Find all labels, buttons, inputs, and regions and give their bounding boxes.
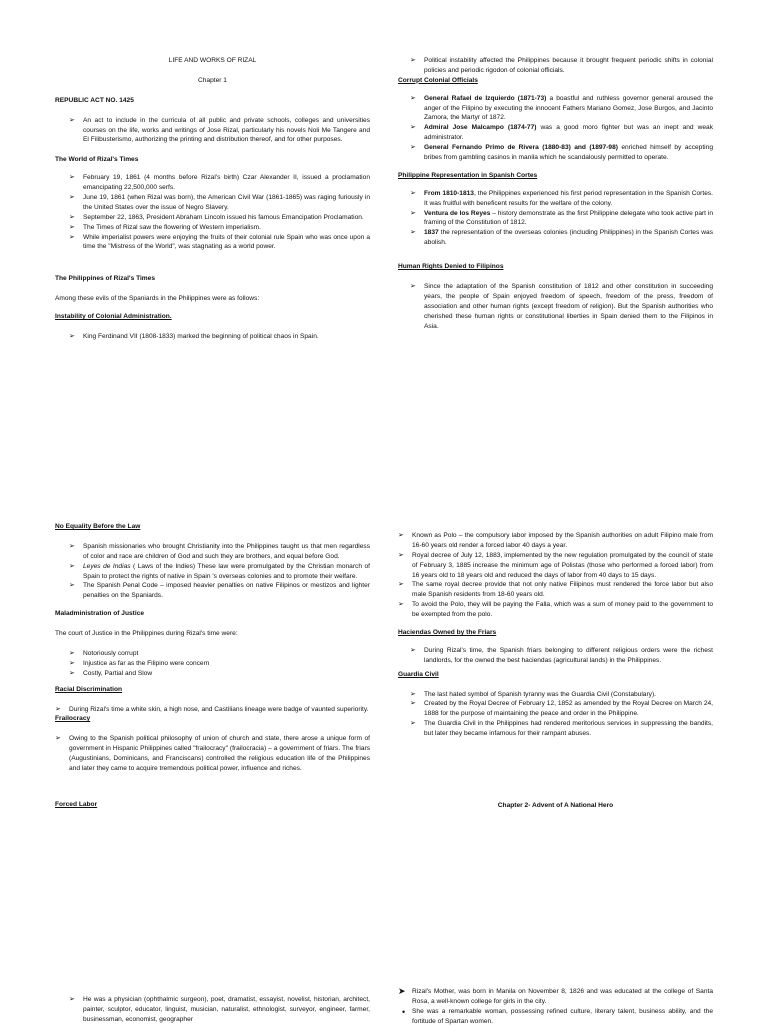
list-item: ➤ Rizal's Mother, was born in Manila on November 8, 1826 and was educated at the college of Santa Rosa, a well-known college for girls in the city. xyxy=(398,987,713,1007)
list-item: ➢ June 19, 1861 (when Rizal was born), the American Civil War (1861-1865) was raging furiously in the United States over the issue of Negro Slavery. xyxy=(69,193,370,213)
list-item: ➢ During Rizal's time, the Spanish friars belonging to different religious orders were the richest landlords, for the owned the best haciendas (agricultural lands) in the Philippines. xyxy=(410,646,713,666)
list-item xyxy=(69,562,370,582)
world-list xyxy=(69,173,370,252)
list-item xyxy=(69,542,370,562)
item-bold: Ventura de los Reyes xyxy=(424,209,491,217)
list-item xyxy=(69,581,370,601)
list-item: ➢ The same royal decree provide that not only native Filipinos must rendered the force labor but also male Spanish residents from 18-60 years old. xyxy=(398,580,713,600)
racial-heading: Racial Discrimination xyxy=(55,685,123,693)
item-bold: General Fernando Primo de Rivera (1880-83) and (1897-98) xyxy=(424,144,618,152)
list-item xyxy=(410,123,713,143)
item-bold: 1837 xyxy=(424,229,439,237)
list-item: ➢ Since the adaptation of the Spanish constitution of 1812 and other constitution in succeeding years, the people of Spain enjoyed freedom of speech, freedom of the press, freedom of association and other human rights (except freedom of religion). But the Spanish authorities who cherished these human rights or constitutional liberties in Spain denied them to the Filipinos in Asia. xyxy=(410,282,713,331)
corrupt-list xyxy=(410,94,713,163)
item-text: ( Laws of the Indies) These law were promulgated by the Christian monarch of Spain to protect the rights of native in Spain 's overseas colonies and to promote their welfare. xyxy=(83,562,370,580)
malad-heading: Maladministration of Justice xyxy=(55,610,145,618)
list-item: ➢ King Ferdinand VII (1808-1833) marked the beginning of political chaos in Spain. xyxy=(69,332,370,342)
haciendas-list xyxy=(410,646,713,666)
list-item: ➢ While imperialist powers were enjoying the fruits of their colonial rule Spain who was once upon a time the "Mistress of the World", was stagnating as a world power. xyxy=(69,233,370,253)
malad-list xyxy=(69,649,370,679)
list-item: • She was a remarkable woman, possessing refined culture, literary talent, business ability, and the fortitude of Spartan women. xyxy=(398,1007,713,1027)
list-item: ➢ The last hated symbol of Spanish tyranny was the Guardia Civil (Constabulary). xyxy=(410,690,713,700)
item-bold: General Rafael de Izquierdo (1871-73) xyxy=(424,94,547,102)
top-left-column xyxy=(55,56,370,342)
polo-list xyxy=(398,531,713,620)
list-item: ➢ Known as Polo – the compulsory labor imposed by the Spanish authorities on adult Filipino male from 16-60 years old render a forced labor 40 days a year. xyxy=(398,531,713,551)
bottom-left-column xyxy=(55,522,370,810)
list-item xyxy=(410,189,713,209)
corrupt-heading: Corrupt Colonial Officials xyxy=(398,76,478,84)
list-item: ➢ Costly, Partial and Slow xyxy=(69,669,370,679)
list-item xyxy=(410,94,713,124)
item-text: the representation of the overseas colonies (including Philippines) in the Spanish Cortes was abolish. xyxy=(424,229,713,247)
chapter2-heading: Chapter 2- Advent of A National Hero xyxy=(497,802,614,810)
lead-list xyxy=(410,56,713,76)
footer-left-list xyxy=(69,995,370,1025)
list-item: ➢ February 19, 1861 (4 months before Rizal's birth) Czar Alexander II, issued a proclamation emancipating 22,500,000 serfs. xyxy=(69,173,370,193)
phil-intro: Among these evils of the Spaniards in the Philippines were as follows: xyxy=(55,295,260,303)
list-item: ➢ Created by the Royal Decree of February 12, 1852 as amended by the Royal Decree on March 24, 1888 for the purpose of maintaining the peace and order in the Philippine. xyxy=(410,699,713,719)
ra-heading: REPUBLIC ACT NO. 1425 xyxy=(55,96,134,104)
footer-right-list xyxy=(398,987,713,1007)
list-item xyxy=(410,143,713,163)
ra-text: ➢ An act to include in the curricula of all public and private schools, colleges and universities courses on the life, works and writings of Jose Rizal, particularly his novels Noli Me Tangere and El Filibusterismo, authorizing the printing and distribution thereof, and for other purposes. xyxy=(69,116,370,146)
list-item xyxy=(410,228,713,248)
item-bold: Admiral Jose Malcampo (1874-77) xyxy=(424,124,537,132)
frail-list xyxy=(55,734,370,774)
world-heading: The World of Rizal's Times xyxy=(55,156,139,164)
footer-right-column xyxy=(398,987,713,1027)
hr-list xyxy=(410,282,713,331)
list-item: ➢ During Rizal's time a white skin, a high nose, and Castilians lineage were badge of vaunted superiority. xyxy=(55,705,370,715)
frail-heading: Frailocracy xyxy=(55,715,91,723)
list-item xyxy=(410,209,713,229)
item-text: – history demonstrate as the first Philippine delegate who took active part in framing of the Constitution of 1812. xyxy=(424,209,713,227)
list-item: ➢ Owing to the Spanish political philosophy of union of church and state, there arose a unique form of government in Hispanic Philippines called "frailocracy" (frailocracia) – a government of friars. The friars (Augustinians, Dominicans, and Franciscans) controlled the religious education life of the Philippines and later they came to acquire tremendous political power, influence and riches. xyxy=(55,734,370,774)
item-text: a boastful and ruthless governor general aroused the anger of the Filipino by executing the innocent Fathers Mariano Gomez, Jose Burgos, and Jacinto Zamora, the Martyr of 1872. xyxy=(424,94,714,122)
list-item: ➢ Notoriously corrupt xyxy=(69,649,370,659)
equality-list xyxy=(69,542,370,601)
phil-heading: The Philippines of Rizal's Times xyxy=(55,275,156,283)
hr-heading: Human Rights Denied to Filipinos xyxy=(398,263,504,271)
malad-intro: The court of Justice in the Philippines during Rizal's time were: xyxy=(55,630,238,638)
item-text: was a good moro fighter but was an inept and weak administrator. xyxy=(424,124,713,142)
racial-list xyxy=(55,705,370,715)
item-bold: From 1810-1813 xyxy=(424,189,474,197)
list-item: ➢ September 22, 1863, President Abraham Lincoln issued his famous Emancipation Proclamation. xyxy=(69,213,370,223)
list-item: ➢ The Guardia Civil in the Philippines had rendered meritorious services in suppressing the bandits, but later they became infamous for their rampant abuses. xyxy=(410,719,713,739)
footer-left-column xyxy=(55,995,370,1025)
rep-list xyxy=(410,189,713,248)
item-text: enriched himself by accepting bribes from gambling casinos in manila which he scandalously permitted to operate. xyxy=(424,144,713,162)
item-text: , the Philippines experienced his first period representation in the Spanish Cortes. It was fruitful with beneficent results for the welfare of the colony. xyxy=(424,189,713,207)
list-item: ➢ To avoid the Polo, they will be paying the Falla, which was a sum of money paid to the government to be exempted from the polo. xyxy=(398,600,713,620)
ra-list xyxy=(69,116,370,146)
guardia-heading: Guardia Civil xyxy=(398,670,439,678)
chapter-heading: Chapter 1 xyxy=(198,76,227,84)
top-right-column xyxy=(398,56,713,331)
equality-heading: No Equality Before the Law xyxy=(55,523,141,530)
guardia-list xyxy=(410,690,713,739)
bottom-right-column xyxy=(398,531,713,811)
item-em: Leyes de Indias xyxy=(83,562,131,570)
item-text: Spanish missionaries who brought Christianity into the Philippines taught us that men regardless of color and race are children of God and such they are brothers, and equal before God. xyxy=(83,542,370,560)
rep-heading: Philippine Representation in Spanish Cortes xyxy=(398,171,538,179)
haciendas-heading: Haciendas Owned by the Friars xyxy=(398,629,497,637)
list-item: ➢ Royal decree of July 12, 1883, implemented by the new regulation promulgated by the council of state of February 3, 1885 increase the minimum age of Polistas (those who performed a forced labor) from 16 years old to 18 years old and reduced the days of labor from 40 days to 15 days. xyxy=(398,551,713,581)
document-title: LIFE AND WORKS OF RIZAL xyxy=(168,57,257,64)
list-item: ➢ Injustice as far as the Filipino were concern xyxy=(69,659,370,669)
list-item: ➢ He was a physician (ophthalmic surgeon), poet, dramatist, essayist, novelist, historian, architect, painter, sculptor, educator, linguist, musician, naturalist, ethnologist, surveyor, engineer, farmer, businessman, economist, geographer xyxy=(69,995,370,1025)
forced-heading: Forced Labor xyxy=(55,800,98,808)
list-item: ➢ Political instability affected the Philippines because it brought frequent periodic shifts in colonial policies and periodic rigodon of colonial officials. xyxy=(410,56,713,76)
instab-list xyxy=(69,332,370,342)
list-item: ➢ The Times of Rizal saw the flowering of Western imperialism. xyxy=(69,223,370,233)
instab-heading: Instability of Colonial Administration. xyxy=(55,313,172,321)
item-text: The Spanish Penal Code – imposed heavier penalties on native Filipinos or mestizos and lighter penalties on the Spaniards. xyxy=(83,582,370,600)
